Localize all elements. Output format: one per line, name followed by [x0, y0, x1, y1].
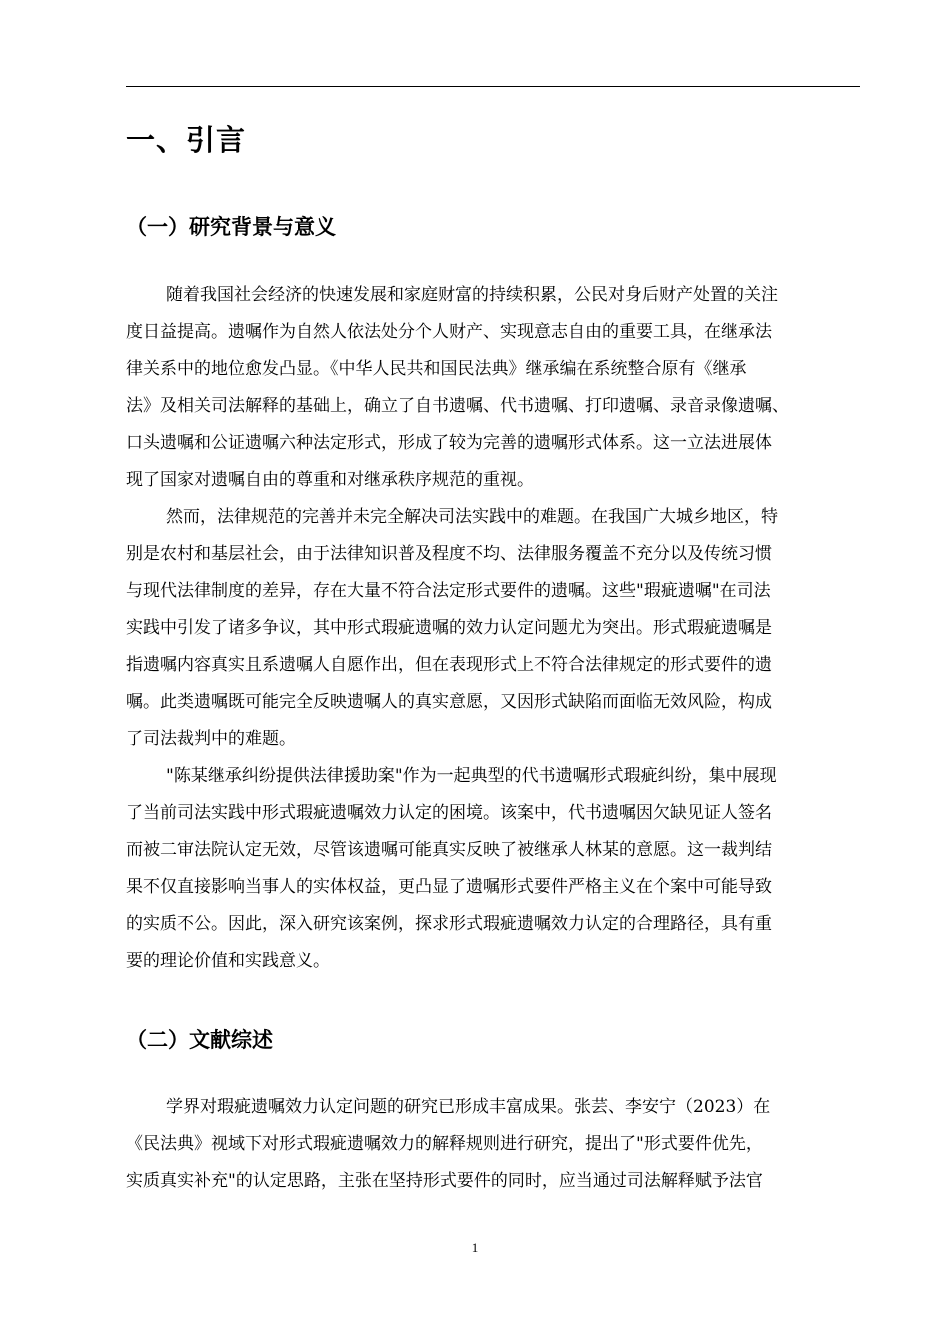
paragraph-line: 了司法裁判中的难题。	[126, 729, 296, 749]
paragraph-line: 《民法典》视域下对形式瑕疵遗嘱效力的解释规则进行研究，提出了"形式要件优先，	[126, 1134, 763, 1154]
paragraph-line: 实践中引发了诸多争议，其中形式瑕疵遗嘱的效力认定问题尤为突出。形式瑕疵遗嘱是	[126, 618, 772, 638]
paragraph-line: 然而，法律规范的完善并未完全解决司法实践中的难题。在我国广大城乡地区，特	[166, 507, 778, 527]
paragraph-line: 果不仅直接影响当事人的实体权益，更凸显了遗嘱形式要件严格主义在个案中可能导致	[126, 877, 772, 897]
section-heading-literature-review: （二）文献综述	[126, 1028, 273, 1052]
paragraph-line: 随着我国社会经济的快速发展和家庭财富的持续积累，公民对身后财产处置的关注	[166, 285, 778, 305]
paragraph-line: 要的理论价值和实践意义。	[126, 951, 330, 971]
paragraph-line: 现了国家对遗嘱自由的尊重和对继承秩序规范的重视。	[126, 470, 534, 490]
paragraph-line: 律关系中的地位愈发凸显。《中华人民共和国民法典》继承编在系统整合原有《继承	[126, 359, 747, 379]
section-heading-background: （一）研究背景与意义	[126, 215, 336, 239]
paragraph-line: 法》及相关司法解释的基础上，确立了自书遗嘱、代书遗嘱、打印遗嘱、录音录像遗嘱、	[126, 396, 789, 416]
paragraph-line: 了当前司法实践中形式瑕疵遗嘱效力认定的困境。该案中，代书遗嘱因欠缺见证人签名	[126, 803, 772, 823]
paragraph-line: 而被二审法院认定无效，尽管该遗嘱可能真实反映了被继承人林某的意愿。这一裁判结	[126, 840, 772, 860]
paragraph-line: 口头遗嘱和公证遗嘱六种法定形式，形成了较为完善的遗嘱形式体系。这一立法进展体	[126, 433, 772, 453]
chapter-heading: 一、引言	[126, 123, 247, 157]
header-rule	[126, 86, 860, 87]
paragraph-line: 与现代法律制度的差异，存在大量不符合法定形式要件的遗嘱。这些"瑕疵遗嘱"在司法	[126, 581, 771, 601]
paragraph-line: 别是农村和基层社会，由于法律知识普及程度不均、法律服务覆盖不充分以及传统习惯	[126, 544, 772, 564]
page-number: 1	[471, 1240, 479, 1255]
paragraph-line: "陈某继承纠纷提供法律援助案"作为一起典型的代书遗嘱形式瑕疵纠纷，集中展现	[166, 766, 777, 786]
paragraph-line: 度日益提高。遗嘱作为自然人依法处分个人财产、实现意志自由的重要工具，在继承法	[126, 322, 772, 342]
paragraph-line: 的实质不公。因此，深入研究该案例，探求形式瑕疵遗嘱效力认定的合理路径，具有重	[126, 914, 772, 934]
paragraph-line: 实质真实补充"的认定思路，主张在坚持形式要件的同时，应当通过司法解释赋予法官	[126, 1171, 763, 1191]
paragraph-line: 嘱。此类遗嘱既可能完全反映遗嘱人的真实意愿，又因形式缺陷而面临无效风险，构成	[126, 692, 772, 712]
paragraph-line: 学界对瑕疵遗嘱效力认定问题的研究已形成丰富成果。张芸、李安宁（2023）在	[166, 1097, 771, 1117]
paragraph-line: 指遗嘱内容真实且系遗嘱人自愿作出，但在表现形式上不符合法律规定的形式要件的遗	[126, 655, 772, 675]
